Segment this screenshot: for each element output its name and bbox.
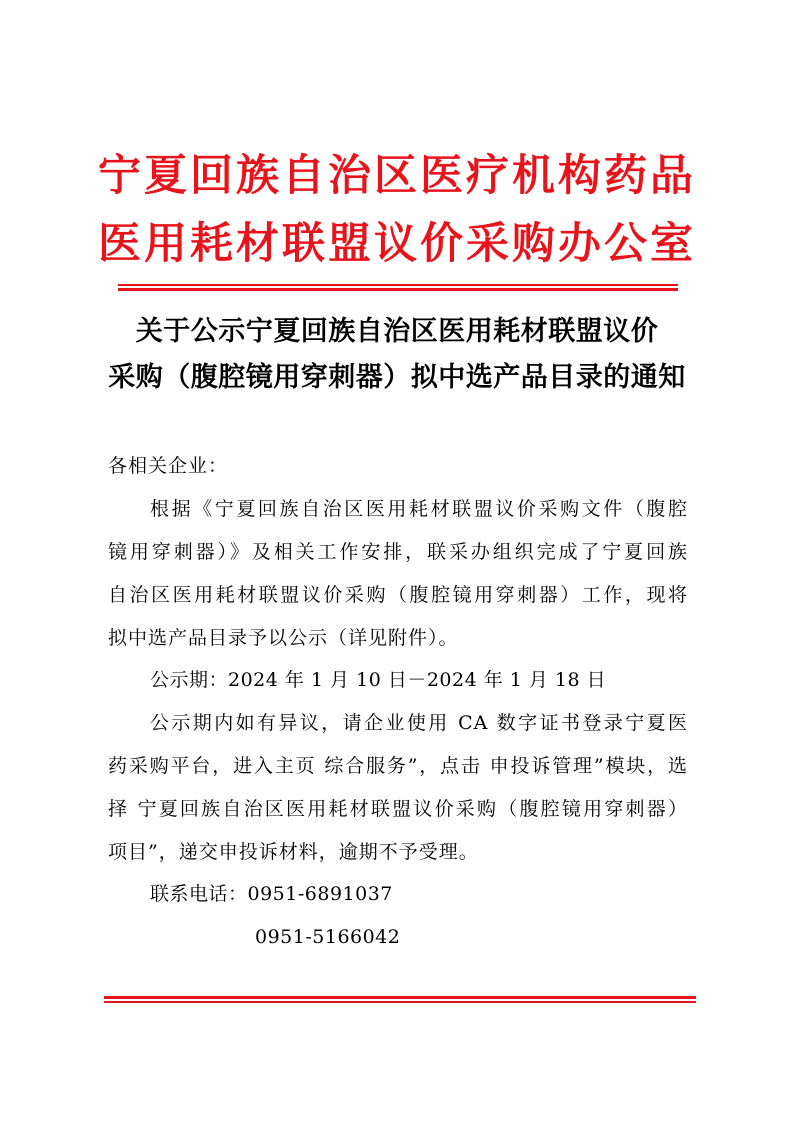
header-divider-thin <box>118 284 678 286</box>
issuer-title-line-2: 医用耗材联盟议价采购办公室 <box>98 219 696 269</box>
salutation: 各相关企业： <box>108 455 229 477</box>
paragraph-2-line-4: 项目”，递交申投诉材料，逾期不予受理。 <box>108 841 479 863</box>
notice-title-line-2: 采购（腹腔镜用穿刺器）拟中选产品目录的通知 <box>108 362 686 393</box>
paragraph-1-line-2: 镜用穿刺器）》及相关工作安排，联采办组织完成了宁夏回族 <box>108 541 688 563</box>
paragraph-1-line-1: 根据《宁夏回族自治区医用耗材联盟议价采购文件（腹腔 <box>150 498 688 520</box>
announcement-period: 公示期：2024 年 1 月 10 日－2024 年 1 月 18 日 <box>150 669 607 691</box>
contact-phone-line-2: 0951-5166042 <box>255 926 401 948</box>
contact-phone-line-1: 联系电话：0951-6891037 <box>150 883 393 905</box>
header-divider-thick <box>118 288 678 291</box>
paragraph-2-line-2: 药采购平台，进入主页 综合服务”，点击 申投诉管理”模块，选 <box>108 755 688 777</box>
footer-divider-thin <box>104 1001 696 1003</box>
footer-divider-thick <box>104 996 696 999</box>
issuer-title-line-1: 宁夏回族自治区医疗机构药品 <box>98 151 696 201</box>
paragraph-2-line-3: 择 宁夏回族自治区医用耗材联盟议价采购（腹腔镜用穿刺器） <box>108 798 688 820</box>
paragraph-1-line-3: 自治区医用耗材联盟议价采购（腹腔镜用穿刺器）工作，现将 <box>108 584 688 606</box>
paragraph-2-line-1: 公示期内如有异议，请企业使用 CA 数字证书登录宁夏医 <box>150 712 688 734</box>
paragraph-1-line-4: 拟中选产品目录予以公示（详见附件）。 <box>108 627 459 649</box>
notice-title-line-1: 关于公示宁夏回族自治区医用耗材联盟议价 <box>135 316 659 347</box>
